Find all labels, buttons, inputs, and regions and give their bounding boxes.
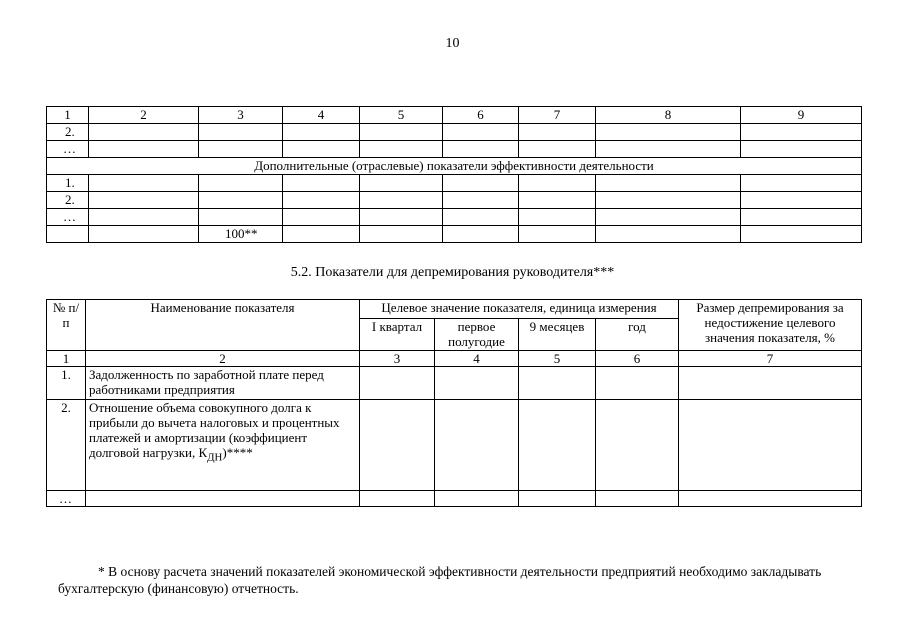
header-first-half: первое полугодие xyxy=(435,319,519,351)
indicator-subscript: ДН xyxy=(207,451,223,464)
header-number: № п/п xyxy=(47,300,86,351)
header-9-months: 9 месяцев xyxy=(519,319,596,351)
table1-header-row xyxy=(47,107,862,124)
t1-col-2: 2 xyxy=(89,107,199,124)
column-numbers-row xyxy=(47,351,862,367)
t1-col-8: 8 xyxy=(596,107,741,124)
header-q1: I квартал xyxy=(360,319,435,351)
table-row xyxy=(47,124,862,141)
table-row xyxy=(47,141,862,158)
section-5-2-title: 5.2. Показатели для депремирования руководителя*** xyxy=(290,265,615,280)
header-year: год xyxy=(596,319,679,351)
table-row xyxy=(47,400,862,491)
row-number: 1. xyxy=(47,367,86,400)
footnote: * В основу расчета значений показателей экономической эффективности деятельности предприятий необходимо закладывать бухгалтерскую (финансовую) отчетность. xyxy=(58,564,822,596)
header-target-value: Целевое значение показателя, единица измерения xyxy=(360,300,679,319)
col-number: 7 xyxy=(679,351,862,367)
table-row xyxy=(47,491,862,507)
col-number: 5 xyxy=(519,351,596,367)
t1-col-5: 5 xyxy=(360,107,443,124)
row-ellipsis: … xyxy=(47,141,89,158)
row-number: 2. xyxy=(47,400,86,491)
total-row xyxy=(47,226,862,243)
t1-col-4: 4 xyxy=(283,107,360,124)
col-number: 3 xyxy=(360,351,435,367)
table-row xyxy=(47,175,862,192)
row-number: 2. xyxy=(47,124,89,141)
t1-col-6: 6 xyxy=(443,107,519,124)
table2-header-row xyxy=(47,300,862,319)
depremium-indicators-table xyxy=(46,299,862,507)
col-number: 1 xyxy=(47,351,86,367)
header-depremium-size: Размер депремирования за недостижение целевого значения показателя, % xyxy=(679,300,862,351)
page-number: 10 xyxy=(445,36,460,51)
t1-col-9: 9 xyxy=(741,107,862,124)
section-row xyxy=(47,158,862,175)
indicators-table-continued xyxy=(46,106,862,243)
indicator-name-text: Отношение объема совокупного долга к прибыли до вычета налоговых и процентных платежей и амортизации (коэффициент долговой нагрузки, К xyxy=(89,400,340,460)
table-row xyxy=(47,209,862,226)
row-ellipsis: … xyxy=(47,491,86,507)
indicator-name xyxy=(86,400,360,491)
table-row xyxy=(47,367,862,400)
row-ellipsis: … xyxy=(47,209,89,226)
row-number: 1. xyxy=(47,175,89,192)
col-number: 6 xyxy=(596,351,679,367)
t1-col-3: 3 xyxy=(199,107,283,124)
table-row xyxy=(47,192,862,209)
total-value: 100** xyxy=(199,226,283,243)
t1-col-1: 1 xyxy=(47,107,89,124)
t1-col-7: 7 xyxy=(519,107,596,124)
row-number: 2. xyxy=(47,192,89,209)
col-number: 2 xyxy=(86,351,360,367)
indicator-name-tail: )**** xyxy=(222,445,253,460)
additional-indicators-title: Дополнительные (отраслевые) показатели эффективности деятельности xyxy=(47,158,862,175)
header-indicator-name: Наименование показателя xyxy=(86,300,360,351)
indicator-name: Задолженность по заработной плате перед работниками предприятия xyxy=(86,367,360,400)
col-number: 4 xyxy=(435,351,519,367)
